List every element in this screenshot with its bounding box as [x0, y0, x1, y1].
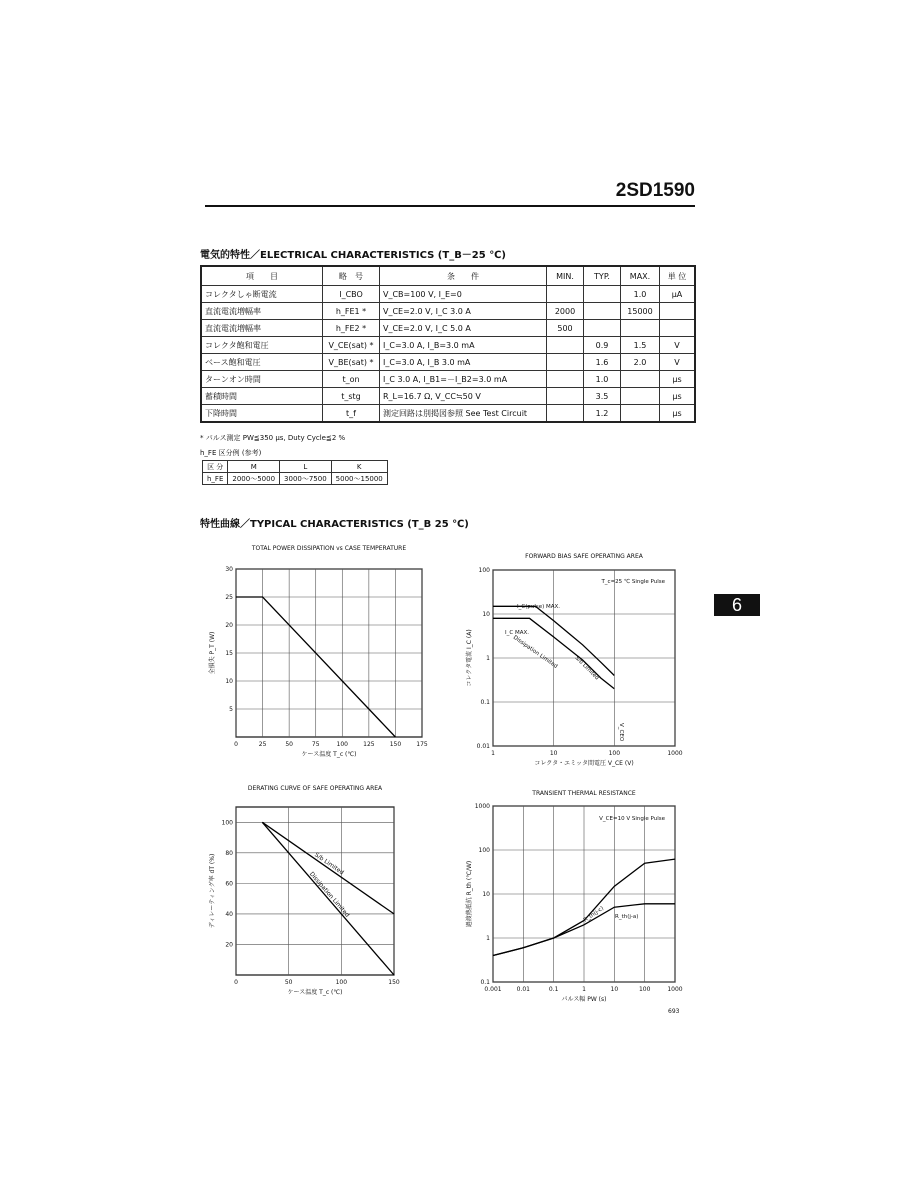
chart-title: TRANSIENT THERMAL RESISTANCE: [532, 790, 636, 797]
y-tick-label: 80: [225, 849, 233, 857]
cell-min: [547, 371, 584, 388]
hfe-class-label: h_FE 区分例 (参考): [200, 449, 262, 457]
col-symbol: 略 号: [323, 266, 380, 286]
y-tick-label: 40: [225, 910, 233, 918]
cell-unit: [660, 320, 696, 337]
cell-condition: V_CE=2.0 V, I_C 5.0 A: [380, 320, 547, 337]
table-row: [201, 371, 695, 388]
cell-condition: R_L=16.7 Ω, V_CC≒50 V: [380, 388, 547, 405]
cell-symbol: t_on: [323, 371, 380, 388]
hfe-header-l: L: [280, 461, 332, 473]
cell-item: 蓄積時間: [201, 388, 323, 405]
cell-unit: V: [660, 354, 696, 371]
y-tick-label: 5: [229, 706, 233, 713]
x-axis-label: コレクタ・エミッタ間電圧 V_CE (V): [534, 760, 634, 767]
x-tick-label: 0: [234, 979, 238, 986]
col-typ: TYP.: [584, 266, 621, 286]
cell-unit: μs: [660, 388, 696, 405]
x-tick-label: 75: [311, 741, 320, 748]
cell-typ: 1.6: [584, 354, 621, 371]
series-label: Dissipation Limited: [307, 870, 351, 919]
table-row: [201, 286, 695, 303]
cell-typ: 1.0: [584, 371, 621, 388]
x-tick-label: 1000: [667, 986, 683, 993]
x-tick-label: 1000: [667, 750, 683, 757]
table-row: [201, 354, 695, 371]
chart-svg: [455, 790, 690, 1003]
chart-annotation: I_C MAX.: [505, 630, 529, 636]
table-row: [201, 337, 695, 354]
hfe-class-table: [202, 460, 388, 485]
x-tick-label: 125: [363, 741, 375, 748]
col-min: MIN.: [547, 266, 584, 286]
series-label: S/b Limited: [313, 851, 345, 877]
x-tick-label: 1: [491, 750, 495, 757]
cell-min: 500: [547, 320, 584, 337]
x-tick-label: 25: [258, 741, 267, 748]
x-tick-label: 10: [549, 750, 558, 757]
chart-annotation: R_th(j-c): [582, 905, 606, 924]
cell-condition: 測定回路は別掲図参照 See Test Circuit: [380, 405, 547, 423]
x-tick-label: 50: [284, 979, 293, 986]
cell-condition: I_C=3.0 A, I_B=3.0 mA: [380, 337, 547, 354]
y-axis-label: コレクタ電流 I_C (A): [466, 629, 473, 687]
part-number: 2SD1590: [615, 180, 695, 201]
cell-item: ベース飽和電圧: [201, 354, 323, 371]
y-tick-label: 0.1: [480, 699, 490, 706]
cell-condition: I_C=3.0 A, I_B 3.0 mA: [380, 354, 547, 371]
cell-symbol: V_CE(sat) *: [323, 337, 380, 354]
cell-symbol: h_FE1 *: [323, 303, 380, 320]
electrical-characteristics-title: 電気的特性／ELECTRICAL CHARACTERISTICS (T_B－25 ℃): [200, 250, 506, 261]
hfe-header-m: M: [228, 461, 280, 473]
cell-max: 1.5: [621, 337, 660, 354]
cell-max: 15000: [621, 303, 660, 320]
y-tick-label: 1000: [474, 803, 490, 810]
cell-max: [621, 388, 660, 405]
x-tick-label: 0.1: [548, 986, 559, 993]
cell-min: [547, 286, 584, 303]
typical-characteristics-title: 特性曲線／TYPICAL CHARACTERISTICS (T_B 25 ℃): [200, 519, 469, 530]
header-rule: [205, 205, 695, 207]
cell-condition: I_C 3.0 A, I_B1=－I_B2=3.0 mA: [380, 371, 547, 388]
chart-annotation: R_th(j-a): [615, 914, 639, 920]
plot-frame: [236, 807, 394, 975]
cell-item: コレクタしゃ断電流: [201, 286, 323, 303]
chart-annotation: I_C(pulse) MAX.: [517, 604, 561, 610]
y-tick-label: 15: [225, 650, 233, 657]
cell-symbol: t_stg: [323, 388, 380, 405]
cell-max: [621, 405, 660, 423]
y-tick-label: 100: [221, 819, 233, 827]
table-row: [201, 320, 695, 337]
hfe-value-l: 3000～7500: [280, 473, 332, 485]
table-row: [201, 303, 695, 320]
cell-typ: 3.5: [584, 388, 621, 405]
cell-unit: [660, 303, 696, 320]
page-number: 693: [668, 1008, 680, 1015]
cell-typ: [584, 286, 621, 303]
table-row: [201, 405, 695, 423]
chart-title: TOTAL POWER DISSIPATION vs CASE TEMPERATURE: [251, 545, 407, 552]
y-tick-label: 1: [486, 935, 490, 942]
chart-svg: [455, 553, 690, 767]
hfe-value-m: 2000～5000: [228, 473, 280, 485]
cell-max: 2.0: [621, 354, 660, 371]
x-tick-label: 100: [336, 741, 349, 748]
chart-annotation: V_CEO: [618, 723, 624, 742]
col-unit: 単 位: [660, 266, 696, 286]
x-tick-label: 100: [608, 750, 621, 757]
cell-typ: 0.9: [584, 337, 621, 354]
cell-min: [547, 354, 584, 371]
x-tick-label: 150: [389, 741, 402, 748]
cell-unit: μA: [660, 286, 696, 303]
y-tick-label: 10: [482, 611, 490, 618]
y-tick-label: 0.01: [476, 743, 490, 750]
cell-item: ターンオン時間: [201, 371, 323, 388]
chart-annotation: T_c=25 ℃ Single Pulse: [601, 579, 665, 585]
x-tick-label: 1: [582, 986, 586, 993]
cell-symbol: t_f: [323, 405, 380, 423]
chapter-tab: 6: [714, 594, 760, 616]
cell-symbol: h_FE2 *: [323, 320, 380, 337]
chart-annotation: Dissipation Limited: [511, 634, 559, 670]
hfe-header-class: 区 分: [203, 461, 228, 473]
cell-item: 直流電流増幅率: [201, 303, 323, 320]
cell-min: 2000: [547, 303, 584, 320]
x-tick-label: 175: [416, 741, 428, 748]
chart-svg: [200, 545, 435, 758]
x-tick-label: 100: [638, 986, 651, 993]
chart-annotation: S/b Limited: [573, 655, 600, 682]
cell-max: [621, 320, 660, 337]
table-row: [201, 388, 695, 405]
y-tick-label: 100: [478, 567, 490, 574]
x-tick-label: 50: [285, 741, 293, 748]
cell-item: 下降時間: [201, 405, 323, 423]
table-row: [203, 473, 388, 485]
cell-typ: [584, 303, 621, 320]
cell-unit: μs: [660, 405, 696, 423]
y-tick-label: 30: [225, 566, 233, 573]
cell-unit: V: [660, 337, 696, 354]
cell-typ: 1.2: [584, 405, 621, 423]
table-row: [203, 461, 388, 473]
hfe-row-label: h_FE: [203, 473, 228, 485]
cell-condition: V_CE=2.0 V, I_C 3.0 A: [380, 303, 547, 320]
y-tick-label: 0.1: [480, 979, 490, 986]
y-tick-label: 10: [482, 891, 490, 898]
col-condition: 条 件: [380, 266, 547, 286]
y-tick-label: 20: [225, 941, 233, 949]
x-axis-label: ケース温度 T_c (℃): [287, 989, 343, 996]
cell-min: [547, 337, 584, 354]
cell-symbol: I_CBO: [323, 286, 380, 303]
x-tick-label: 0.001: [484, 986, 502, 993]
chart-title: FORWARD BIAS SAFE OPERATING AREA: [525, 553, 643, 560]
x-tick-label: 0.01: [516, 986, 531, 993]
x-tick-label: 0: [234, 741, 238, 748]
chart-annotation: V_CE=10 V Single Pulse: [599, 816, 665, 822]
y-tick-label: 10: [225, 678, 233, 685]
cell-min: [547, 405, 584, 423]
cell-item: 直流電流増幅率: [201, 320, 323, 337]
x-tick-label: 100: [335, 979, 348, 986]
chart-svg: [200, 785, 435, 996]
y-axis-label: 過渡熱抵抗 R_th (℃/W): [466, 860, 473, 928]
cell-typ: [584, 320, 621, 337]
y-tick-label: 100: [478, 847, 490, 854]
table-header-row: [201, 266, 695, 286]
x-axis-label: ケース温度 T_c (℃): [301, 751, 357, 758]
y-axis-label: ディレーティング率 dT (%): [209, 853, 216, 929]
y-tick-label: 25: [225, 594, 233, 601]
cell-max: [621, 371, 660, 388]
x-tick-label: 10: [610, 986, 619, 993]
cell-min: [547, 388, 584, 405]
chart-title: DERATING CURVE OF SAFE OPERATING AREA: [247, 785, 383, 792]
hfe-value-k: 5000～15000: [331, 473, 387, 485]
y-tick-label: 20: [225, 622, 233, 629]
cell-unit: μs: [660, 371, 696, 388]
cell-item: コレクタ飽和電圧: [201, 337, 323, 354]
y-tick-label: 1: [486, 655, 490, 662]
y-axis-label: 全損失 P_T (W): [209, 631, 216, 675]
electrical-characteristics-table: [200, 265, 696, 423]
col-item: 項 目: [201, 266, 323, 286]
cell-max: 1.0: [621, 286, 660, 303]
cell-condition: V_CB=100 V, I_E=0: [380, 286, 547, 303]
x-axis-label: パルス幅 PW (s): [561, 996, 607, 1003]
cell-symbol: V_BE(sat) *: [323, 354, 380, 371]
x-tick-label: 150: [388, 979, 400, 986]
y-tick-label: 60: [225, 880, 233, 888]
series-line-0: [262, 822, 394, 914]
hfe-header-k: K: [331, 461, 387, 473]
footnote: * パルス測定 PW≦350 μs, Duty Cycle≦2 %: [200, 434, 346, 442]
col-max: MAX.: [621, 266, 660, 286]
